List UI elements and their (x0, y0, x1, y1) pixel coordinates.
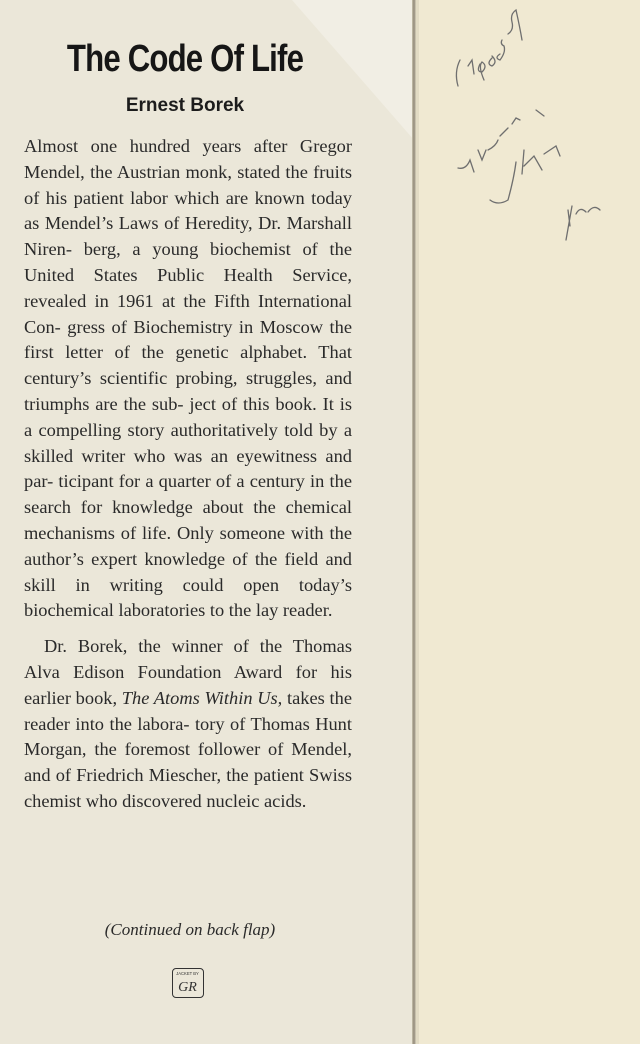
flap-edge (412, 0, 416, 1044)
author-name: Ernest Borek (125, 95, 245, 116)
logo-monogram: GR (178, 980, 197, 995)
paragraph-2 (24, 634, 352, 815)
flap-copy (24, 134, 352, 815)
pencil-annotations (440, 0, 640, 260)
hinge-line (416, 0, 419, 1044)
paragraph-2-rest: takes the reader into the labora- tory of Thomas Hunt Morgan, the foremost follower of Mendel, and of Friedrich Miescher, the patient Swiss chemist who discovered nucleic acids. (24, 687, 352, 811)
book-reference: The Atoms Within Us, (121, 687, 283, 708)
logo-top-text: JACKET BY (176, 971, 199, 976)
paragraph-1: Almost one hundred years after Gregor Mendel, the Austrian monk, stated the fruits of his patient labor which are known today as Mendel’s Laws of Heredity, Dr. Marshall Niren- berg, a young biochemist of the United States Public Health Service, revealed in 1961 at the Fifth International Con- gress of Biochemistry in Moscow the first letter of the genetic alphabet. That century’s scientific probing, struggles, and triumphs are the sub- ject of this book. It is a compelling story authoritatively told by a skilled writer who was an eyewitness and par- ticipant for a quarter of a century in the search for knowledge about the chemical mechanisms of life. Only someone with the author’s expert knowledge of the field and skill in writing could open today’s biochemical laboratories to the lay reader. (24, 136, 352, 621)
continued-note: (Continued on back flap) (104, 920, 276, 939)
paragraph-2-lead: Dr. Borek, the winner of the Thomas Alva Edison Foundation Award for his earlier book, (24, 636, 352, 708)
jacket-designer-logo (172, 968, 204, 998)
monogram-icon (173, 969, 202, 996)
book-title: The Code Of Life (66, 38, 304, 80)
